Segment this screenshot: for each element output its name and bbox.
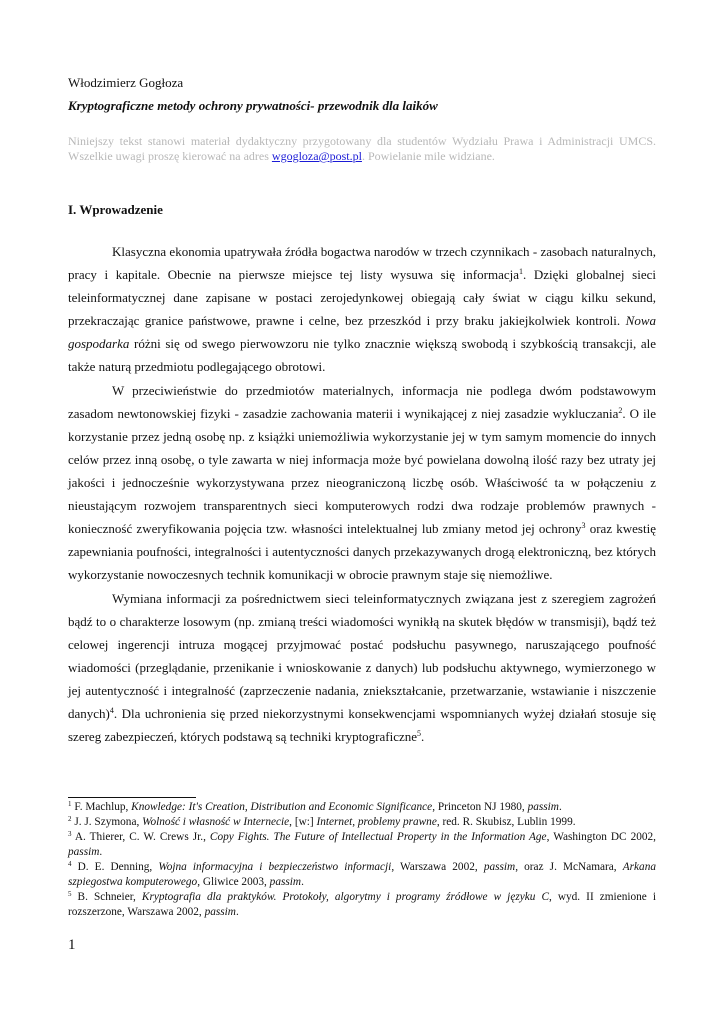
body-text [68, 240, 656, 749]
footnote-separator [68, 797, 196, 798]
footnotes [68, 800, 656, 920]
page-number: 1 [68, 937, 76, 953]
footnote-ref-1[interactable]: 1 [519, 267, 523, 276]
paragraph-2: W przeciwieństwie do przedmiotów materialnych, informacja nie podlega dwóm podstawowym zasadom newtonowskiej fizyki - zasadzie zachowania materii i wynikającej z niej zasadzie wykluczania$^2$. O ile korzystanie przez jedną osobę np. z książki uniemożliwia wykorzystanie jej w tym samym momencie do innych celów przez inną osobę, o tyle zawarta w niej informacja może być powielana dowolną ilość razy bez utraty jej jakości i jednocześnie wykorzystywana przez nieograniczoną liczbę osób. Właściwość ta w połączeniu z nieustającym rozwojem transparentnych sieci komputerowych rodzi dwa rodzaje problemów prawnych - konieczność zweryfikowania pojęcia tzw. własności intelektualnej lub zmiany metod jej ochrony$^3$ oraz kwestię zapewniania poufności, integralności i autentyczności danych przekazywanych drogą elektroniczną, bez których wykorzystanie nowoczesnych technik komunikacji w obrocie prawnym staje się niemożliwe. [68, 383, 656, 582]
note-text-end: . Powielanie mile widziane. [361, 149, 495, 163]
footnote-ref-2[interactable]: 2 [618, 406, 623, 415]
intro-note [68, 134, 656, 164]
email-link[interactable]: wgogloza@post.pl [271, 149, 362, 163]
footnote-3: $^3$ A. Thierer, C. W. Crews Jr., Copy Fights. The Future of Intellectual Property in the Information Age, Washington DC 2002, passim. [68, 830, 656, 858]
footnote-ref-5[interactable]: 5 [417, 729, 422, 738]
footnote-ref-3[interactable]: 3 [581, 521, 586, 530]
footnote-1: $^1$ F. Machlup, Knowledge: It's Creation, Distribution and Economic Significance, Princeton NJ 1980, passim. [68, 800, 562, 813]
footnote-ref-4[interactable]: 4 [109, 706, 114, 715]
document-title: Kryptograficzne metody ochrony prywatności- przewodnik dla laików [68, 98, 438, 113]
note-text: Niniejszy tekst stanowi materiał dydaktyczny przygotowany dla studentów Wydziału Prawa i Administracji UMCS. Wszelkie uwagi proszę kierować na adres [68, 134, 656, 163]
paragraph-1: Klasyczna ekonomia upatrywała źródła bogactwa narodów w trzech czynnikach - zasobach naturalnych, pracy i kapitale. Obecnie na pierwsze miejsce tej listy wysuwa się informacja$^1$. Dzięki globalnej sieci teleinformatycznej dane zapisane w postaci zerojedynkowej obiegają cały świat w ciągu kilku sekund, przekraczając granice państwowe, prawne i celne, bez przeszkód i przy braku jakiejkolwiek kontroli. Nowa gospodarka różni się od swego pierwowzoru nie tylko znacznie większą swobodą i szybkością transakcji, ale także naturą przedmiotu podlegającego obrotowi. [68, 244, 656, 374]
author-name: Włodzimierz Gogłoza [68, 75, 184, 90]
footnote-2: $^2$ J. J. Szymona, Wolność i własność w Internecie, [w:] Internet, problemy prawne, red. R. Skubisz, Lublin 1999. [68, 815, 576, 828]
section-heading: I. Wprowadzenie [68, 202, 163, 217]
footnote-4: $^4$ D. E. Denning, Wojna informacyjna i bezpieczeństwo informacji, Warszawa 2002, passim, oraz J. McNamara, Arkana szpiegostwa komputerowego, Gliwice 2003, passim. [68, 860, 656, 888]
paragraph-3: Wymiana informacji za pośrednictwem sieci teleinformatycznych związana jest z szeregiem zagrożeń bądź to o charakterze losowym (np. zmianą treści wiadomości wynikłą na skutek błędów w transmisji), bądź też celowej ingerencji intruza mogącej przyjmować postać podsłuchu pasywnego, naruszającego poufność wiadomości (przeglądanie, przenikanie i wnioskowanie z danych) lub podsłuchu aktywnego, wymierzonego w jej autentyczność i integralność (zaprzeczenie nadania, zniekształcanie, przetwarzanie, wstawianie i niszczenie danych)$^4$. Dla uchronienia się przed niekorzystnymi konsekwencjami wspomnianych wyżej działań stosuje się szereg zabezpieczeń, których podstawą są techniki kryptograficzne$^5$. [68, 591, 656, 744]
footnote-5: $^5$ B. Schneier, Kryptografia dla praktyków. Protokoły, algorytmy i programy źródłowe w języku C, wyd. II zmienione i rozszerzone, Warszawa 2002, passim. [68, 890, 656, 918]
